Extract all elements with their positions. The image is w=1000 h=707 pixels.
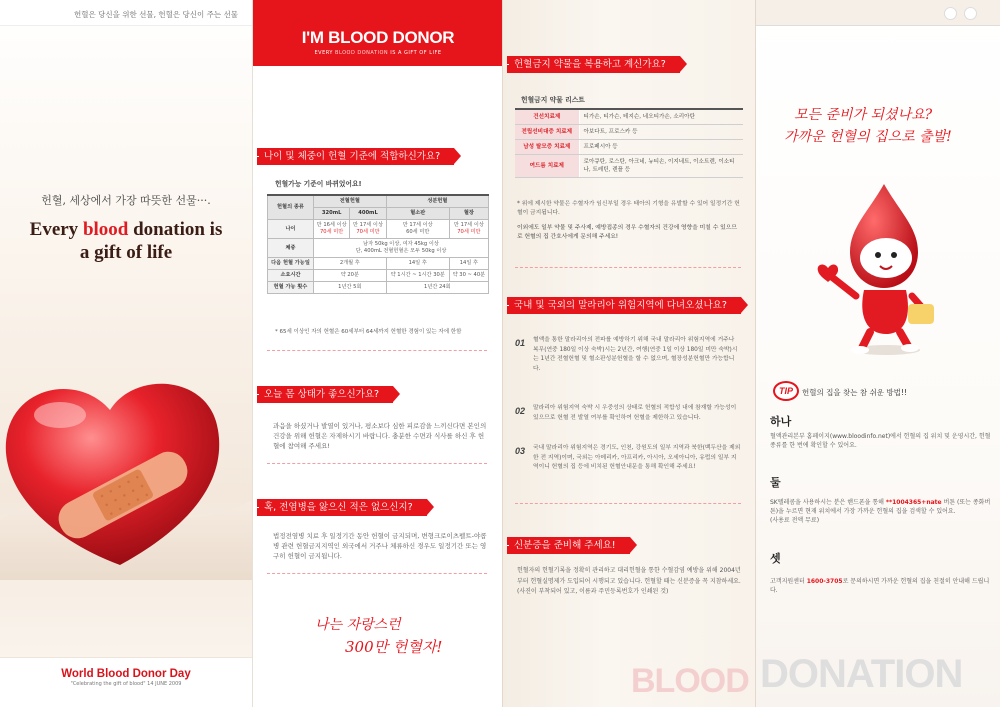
tip-2-text-c: (사용료 전액 무료) xyxy=(770,517,820,524)
headline-part-1: Every xyxy=(29,219,83,240)
cover-subtitle: 헌혈, 세상에서 가장 따뜻한 선물···. xyxy=(41,194,211,207)
malaria-text-2: 말라리아 위험지역 숙박 시 우중성의 상태로 헌혈의 적합성 내에 참재할 가능성이 있으므로 헌혈 전 발열 여부를 확인하여 헌혈을 제한하고 있습니다. xyxy=(533,405,737,421)
table-cell: 1년간 5회 xyxy=(313,282,386,294)
handwriting-line-2: 가까운 헌혈의 집으로 출발! xyxy=(784,129,952,145)
tip-2-text-a: SK텔레콤을 사용하시는 분은 핸드폰을 통해 xyxy=(770,499,886,506)
table-row xyxy=(268,220,489,239)
blood-drop-mascot-illustration xyxy=(808,178,958,358)
table-row xyxy=(515,109,743,125)
item-number: 01 xyxy=(515,338,526,348)
headline-part-3: a gift of life xyxy=(79,242,173,263)
cover-headline xyxy=(0,218,252,264)
logo-sub-text: "Celebrating the gift of blood" 14 JUNE 2009 xyxy=(70,681,182,687)
drug-note-2: 이외에도 일부 약물 및 주사제, 예방접종의 경우 수혈자의 건강에 영향을 미칠 수 있으므로 헌혈의 집 간호사에게 문의해 주세요! xyxy=(517,225,737,240)
section-disease-title: 혹, 전염병을 앓으신 적은 없으신지? xyxy=(257,499,427,516)
cell-text: 만 17세 이상 xyxy=(402,222,433,228)
drug-names: 프로페시아 등 xyxy=(579,140,743,155)
table-cell: 약 1시간 ~ 1시간 30분 xyxy=(386,270,449,282)
table-header: 전혈헌혈 xyxy=(313,195,386,208)
table-cell xyxy=(386,220,449,239)
section-medication-title: 헌혈금지 약물을 복용하고 계신가요? xyxy=(507,56,680,73)
table-cell: 소요시간 xyxy=(268,270,314,282)
section-age-weight-title: 나이 및 체중이 헌혈 기준에 적합하신가요? xyxy=(257,148,454,165)
cell-text: 60세 미만 xyxy=(406,229,430,235)
table-header: 400mL xyxy=(350,208,386,220)
drug-category: 전립선비대증 치료제 xyxy=(515,125,579,140)
section-id-title: 신분증을 준비해 주세요! xyxy=(507,537,630,554)
drug-category: 여드름 치료제 xyxy=(515,155,579,178)
headline-red-word: blood xyxy=(82,219,129,240)
tip-1-text: 혈액관리본부 홈페이지(www.bloodinfo.net)에서 헌혈의 집 위치 및 운영시간, 헌혈 종류를 한 번에 확인할 수 있어요. xyxy=(770,433,991,449)
tip-2-head: 둘 xyxy=(770,476,781,489)
table-row xyxy=(268,239,489,258)
slogan-line-2: 300만 헌혈자! xyxy=(345,638,443,656)
directions-panel xyxy=(755,0,1000,707)
disease-text: 법정전염병 치료 후 일정기간 동안 헌혈이 금지되며, 변형크로이츠펠트-야콥병 관련 헌혈금지지역인 외국에서 거주나 체류하신 경우도 일정기간 또는 영구히 헌혈이 금지됩니다. xyxy=(273,532,487,560)
donation-watermark: DONATION xyxy=(760,652,963,696)
table-row xyxy=(268,195,489,208)
cell-text: 남자 50kg 이상, 여자 45kg 이상 xyxy=(363,241,439,247)
cell-text: 만 16세 이상 xyxy=(316,222,347,228)
logo-main-text: World Blood Donor Day xyxy=(61,668,191,680)
section-condition-title: 오늘 몸 상태가 좋으신가요? xyxy=(257,386,393,403)
drug-category: 건선치료제 xyxy=(515,109,579,125)
drug-names: 로아큐탄, 로스탄, 아크네, 뉴티손, 이지네트, 이소트렌, 이소티나, 트레틴, 렌플 등 xyxy=(579,155,743,178)
table-row xyxy=(515,125,743,140)
table-header: 혈장 xyxy=(449,208,488,220)
table-header: 성분헌혈 xyxy=(386,195,488,208)
tip-title: 헌혈의 집을 찾는 참 쉬운 방법!! xyxy=(802,388,907,397)
cell-text: 만 17세 이상 xyxy=(353,222,383,228)
cell-text: 단, 400mL 전혈헌혈은 모두 50kg 이상 xyxy=(355,248,447,254)
blood-watermark: BLOOD xyxy=(631,662,749,700)
tip-2-text xyxy=(770,498,995,525)
tip-1-head: 하나 xyxy=(770,415,792,428)
front-cover-panel xyxy=(0,0,252,707)
cell-text: 70세 미만 xyxy=(320,229,344,235)
table-cell: 14일 후 xyxy=(449,258,488,270)
id-text: 헌혈자의 헌혈기록을 정확히 관리하고 대리헌혈을 통한 수혈감염 예방을 위해 2004년부터 헌혈실명제가 도입되어 시행되고 있습니다. 헌혈할 때는 신분증을 꼭 지참하세요. (사진이 부착되어 있고, 이름과 주민등록번호가 인쇄된 것) xyxy=(517,567,741,595)
tip-badge: TIP xyxy=(773,381,799,401)
table-row xyxy=(268,270,489,282)
tip-3-text-b: 로 문의하시면 가까운 헌혈의 집을 친절히 안내해 드립니다. xyxy=(770,578,990,594)
eligibility-panel xyxy=(252,0,502,707)
table-caption: 헌혈가능 기준이 바뀌었어요! xyxy=(275,180,362,188)
cell-text: 70세 미만 xyxy=(356,229,380,235)
drug-names: 아보다트, 프로스카 등 xyxy=(579,125,743,140)
slogan-line-1: 나는 자랑스런 xyxy=(315,617,401,633)
malaria-text-3: 국내 말라리아 위험지역은 경기도, 인천, 강원도의 일부 지역과 북한(백두산을 제외한 전 지역)이며, 국외는 아메리카, 아프리카, 아시아, 오세아니아, 유럽의 일부 지역이니 헌혈의 집 등에 비치된 헌혈안내문을 통해 확인해 주세요! xyxy=(533,445,741,470)
bandaged-heart-illustration xyxy=(0,360,252,580)
table-cell: 나이 xyxy=(268,220,314,239)
divider xyxy=(515,503,741,504)
table-cell: 약 30 ~ 40분 xyxy=(449,270,488,282)
drug-table xyxy=(515,108,743,178)
tip-3-text xyxy=(770,577,995,595)
tip-2-code: **1004365+nate xyxy=(885,499,942,506)
headline-part-2: donation is xyxy=(128,219,223,240)
table-cell: 헌혈 가능 횟수 xyxy=(268,282,314,294)
banner-sub-part-2: IS A GIFT OF LIFE xyxy=(388,50,442,56)
decorative-dot xyxy=(944,7,957,20)
table-header: 헌혈의 종류 xyxy=(268,195,314,220)
handwriting-line-1: 모든 준비가 되셨나요? xyxy=(794,107,933,123)
table-row xyxy=(268,282,489,294)
im-blood-donor-banner xyxy=(253,0,502,66)
top-strip xyxy=(0,0,252,26)
drug-note: * 위에 제시한 약물은 수혈자가 임신부일 경우 태아의 기형을 유발할 수 있어 일정기간 헌혈이 금지됩니다. xyxy=(517,201,740,216)
table-header: 320mL xyxy=(313,208,349,220)
condition-text: 과음을 하셨거나 발열이 있거나, 평소보다 심한 피로감을 느끼신다면 본인의 건강을 위해 헌혈은 자제하시기 바랍니다. 충분한 수면과 식사를 하신 후 헌혈에 참여해 주세요! xyxy=(273,422,487,450)
item-number: 03 xyxy=(515,446,526,456)
divider xyxy=(515,267,741,268)
drug-category: 남성 탈모증 치료제 xyxy=(515,140,579,155)
top-tagline: 헌혈은 당신을 위한 선물, 헌혈은 당신이 주는 선물 xyxy=(74,10,238,19)
table-cell: 2개월 후 xyxy=(313,258,386,270)
section-malaria-title: 국내 및 국외의 말라리아 위험지역에 다녀오셨나요? xyxy=(507,297,741,314)
table-cell: 14일 후 xyxy=(386,258,449,270)
tip-3-phone: 1600-3705 xyxy=(806,578,843,585)
medication-panel xyxy=(502,0,755,707)
cell-text: 만 17세 이상 xyxy=(453,222,484,228)
table-cell xyxy=(449,220,488,239)
table-cell: 1년간 24회 xyxy=(386,282,488,294)
divider xyxy=(267,350,487,351)
table-cell: 체중 xyxy=(268,239,314,258)
table-cell: 다음 헌혈 가능일 xyxy=(268,258,314,270)
table-row xyxy=(515,140,743,155)
world-blood-donor-day-logo xyxy=(0,657,252,707)
banner-sub-highlight: BLOOD DONATION xyxy=(335,50,389,56)
drug-names: 티가손, 티가슨, 테지슨, 네오티가손, 소리아탄 xyxy=(579,109,743,125)
table-cell xyxy=(350,220,386,239)
eligibility-table xyxy=(267,194,489,294)
table-note: * 65세 이상인 자의 헌혈은 60세부터 64세까지 헌혈한 경험이 있는 자에 한함 xyxy=(275,329,462,335)
tip-3-head: 셋 xyxy=(770,552,781,565)
tip-3-text-a: 고객지원센터 xyxy=(770,578,807,585)
table-cell xyxy=(313,220,349,239)
malaria-text-1: 혈액을 통한 말라리아의 전파를 예방하기 위해 국내 말라리아 위험지역에 거주나 복무(연중 180일 이상 숙박)시는 2년간, 여행(연중 1일 이상 180일 미만 숙박)시는 1년간 전혈헌혈 및 혈소판성분헌혈을 할 수 없으며, 혈장성분헌혈만 가능합니다. xyxy=(533,337,738,372)
decorative-dot xyxy=(964,7,977,20)
item-number: 02 xyxy=(515,406,526,416)
cell-text: 70세 미만 xyxy=(457,229,481,235)
banner-title: I'M BLOOD DONOR xyxy=(301,28,455,47)
table-cell: 약 20분 xyxy=(313,270,386,282)
banner-subtitle xyxy=(253,50,502,56)
table-row xyxy=(515,155,743,178)
table-row xyxy=(268,258,489,270)
divider xyxy=(267,573,487,574)
table-header: 혈소판 xyxy=(386,208,449,220)
tip-2-text-b: 버튼 (또는 종화버튼)을 누르면 현재 위치에서 가장 가까운 헌혈의 집을 검색할 수 있어요. xyxy=(770,499,991,515)
banner-sub-part-1: EVERY xyxy=(314,50,336,56)
divider xyxy=(267,463,487,464)
top-strip xyxy=(756,0,1000,26)
drug-list-title: 헌혈금지 약물 리스트 xyxy=(521,96,585,104)
table-cell xyxy=(313,239,488,258)
